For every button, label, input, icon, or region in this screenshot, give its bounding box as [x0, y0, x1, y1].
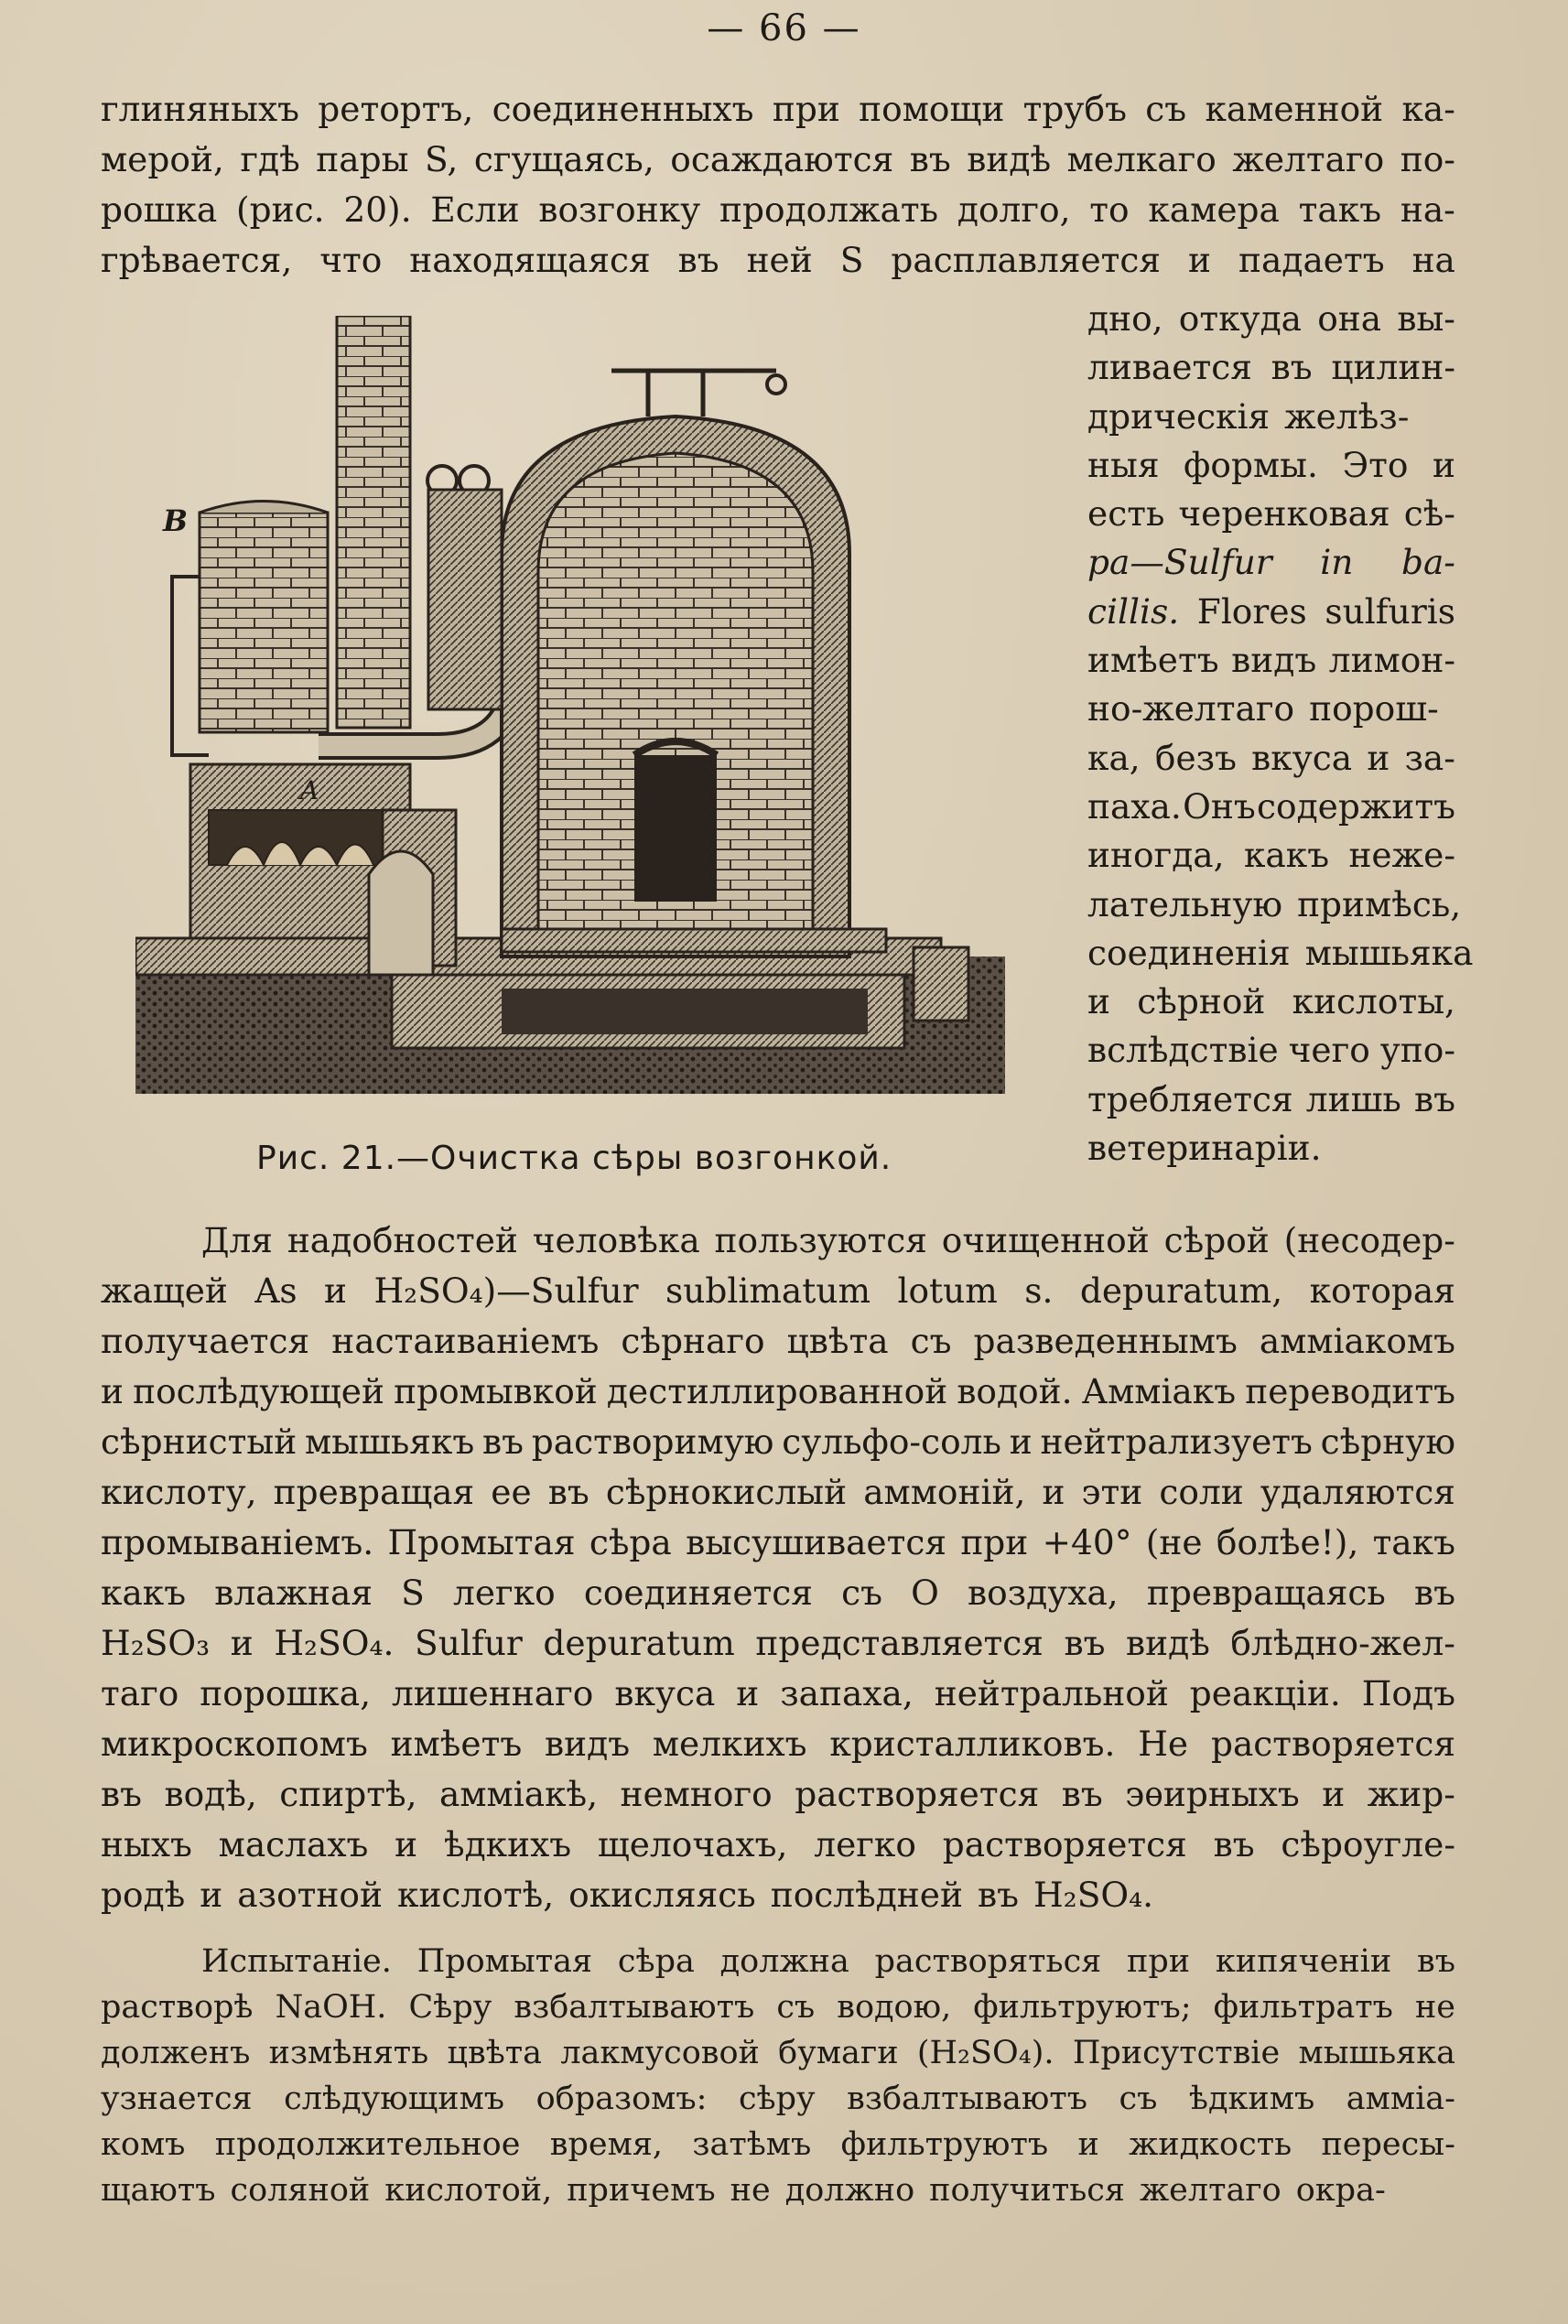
word: что [319, 240, 383, 280]
text-line [1087, 538, 1455, 587]
text-line [1087, 343, 1455, 392]
word: Онъ [1183, 785, 1256, 827]
text-line [1087, 783, 1455, 831]
word: пары [316, 139, 409, 179]
word: видѣ [967, 139, 1052, 179]
word: ныя [1087, 444, 1160, 485]
word: примѣсь, [1297, 883, 1462, 924]
word: дно, [1087, 298, 1163, 339]
word: S, [425, 139, 459, 179]
word: на [1411, 240, 1455, 280]
text-line: Для надобностей человѣка пользуются очищенной сѣрой (несодер- [201, 1220, 1455, 1260]
text-line: родѣ и азотной кислотѣ, окисляясь послѣдней въ H₂SO₄. [101, 1875, 1154, 1915]
word: упо- [1379, 1030, 1455, 1071]
top-paragraph [101, 84, 1455, 286]
label-a: A [300, 775, 319, 805]
word: sulfuris [1325, 590, 1455, 632]
word: черенковая [1178, 493, 1390, 535]
word: мелкаго [1066, 139, 1217, 179]
word: нежe- [1348, 835, 1455, 876]
text-line [1087, 1076, 1455, 1124]
text-line: жащей As и H₂SO₄)—Sulfur sublimatum lotum s. depuratum, которая [101, 1270, 1455, 1311]
word: дрическія [1087, 395, 1271, 437]
text-line: растворѣ NaOH. Сѣру взбалтываютъ съ водою, фильтруютъ; фильтратъ не [101, 1989, 1455, 2026]
word: ba- [1400, 542, 1455, 583]
text-line: кислоту, превращая ее въ сѣрнокислый аммонiй, и эти соли удаляются [101, 1472, 1455, 1512]
word: каменной [1205, 89, 1384, 129]
text-line: и послѣдующей промывкой дестиллированной водой. Аммiакъ переводитъ [101, 1371, 1455, 1411]
text-line [1087, 685, 1455, 733]
text-line [1087, 881, 1462, 929]
word: желтаго [1232, 139, 1385, 179]
word: есть [1087, 493, 1165, 535]
word: безъ [1154, 737, 1237, 778]
word: вкуса [1251, 737, 1353, 778]
word: формы. [1184, 444, 1318, 485]
text-line: H₂SO₃ и H₂SO₄. Sulfur depuratum представляется въ видѣ блѣдно-жел- [101, 1623, 1455, 1663]
word: она [1317, 298, 1382, 339]
word: какъ [1243, 835, 1330, 876]
chimney [337, 316, 410, 728]
text-line [1087, 588, 1455, 636]
text-line: промываніемъ. Промытая сѣра высушивается при +40° (не болѣе!), такъ [101, 1522, 1455, 1562]
word: ка, [1087, 737, 1141, 778]
word: лишь [1305, 1078, 1401, 1119]
word: чего [1288, 1030, 1370, 1071]
main-paragraph [101, 1216, 1455, 1920]
word: кислоты, [1292, 981, 1455, 1022]
word: осаждаются [670, 139, 894, 179]
word: (рис. [236, 189, 325, 230]
word: ливается [1087, 347, 1252, 388]
text-line: щаютъ соляной кислотой, причемъ не должно получиться желтаго окра- [101, 2172, 1386, 2209]
text-line [101, 84, 1455, 135]
word: желѣз- [1284, 395, 1410, 437]
word: соединенія [1087, 932, 1291, 973]
test-paragraph [101, 1939, 1455, 2213]
word: иногда, [1087, 835, 1225, 876]
word: 20). [343, 189, 412, 230]
word: cillis. [1087, 590, 1180, 632]
word: глиняныхъ [101, 89, 299, 129]
text-line [101, 135, 1455, 185]
word: сѣ- [1403, 493, 1455, 535]
word: требляется [1087, 1078, 1293, 1119]
label-b: B [163, 503, 189, 538]
word: порош- [1309, 688, 1439, 730]
text-line: какъ влажная S легко соединяется съ O воздуха, превращаясь въ [101, 1573, 1455, 1613]
text-line: Испытаніе. Промытая сѣра должна растворяться при кипяченіи въ [201, 1943, 1455, 1980]
word: возгонку [538, 189, 701, 230]
word: въ [677, 240, 719, 280]
word: находящаяся [409, 240, 651, 280]
text-line [1087, 295, 1455, 343]
word: то [1089, 189, 1130, 230]
word: помощи [859, 89, 1005, 129]
word: грѣвается, [101, 240, 293, 280]
text-line [101, 235, 1455, 286]
word: долго, [957, 189, 1071, 230]
word: гдѣ [240, 139, 300, 179]
word: такъ [1298, 189, 1382, 230]
word: паха. [1087, 785, 1182, 827]
word: но-желтаго [1087, 688, 1295, 730]
word: падаетъ [1238, 240, 1385, 280]
word: мерой, [101, 139, 224, 179]
word: содержитъ [1257, 785, 1455, 827]
word: вы- [1397, 298, 1455, 339]
word: ветеринаріи. [1087, 1128, 1322, 1169]
word: за- [1404, 737, 1455, 778]
word: трубъ [1022, 89, 1127, 129]
word: Flores [1196, 590, 1307, 632]
word: откуда [1178, 298, 1303, 339]
word: камера [1148, 189, 1280, 230]
word: на- [1400, 189, 1455, 230]
figure-caption: Рис. 21.—Очистка сѣры возгонкой. [256, 1140, 892, 1177]
word: сѣрной [1137, 981, 1266, 1022]
word: лательную [1087, 883, 1283, 924]
word: рошка [101, 189, 218, 230]
word: Это [1342, 444, 1409, 485]
text-line: въ водѣ, спиртѣ, аммiакѣ, немного растворяется въ эѳирныхъ и жир- [101, 1774, 1455, 1814]
text-line [1087, 734, 1455, 783]
word: продолжать [719, 189, 939, 230]
word: ка- [1401, 89, 1455, 129]
word: и [1087, 981, 1110, 1022]
word: вслѣдствіе [1087, 1030, 1279, 1071]
text-line: таго порошка, лишеннаго вкуса и запаха, нейтральной реакціи. Подъ [101, 1673, 1455, 1713]
word: при [772, 89, 840, 129]
chamber-door [634, 755, 717, 902]
word: ра—Sulfur [1087, 542, 1272, 583]
text-line [1087, 929, 1474, 978]
text-line [1087, 490, 1455, 538]
text-line: получается настаиваніемъ сѣрнаго цвѣта съ разведеннымъ аммiакомъ [101, 1321, 1455, 1361]
page-number: — 66 — [707, 7, 861, 49]
text-line: долженъ измѣнять цвѣта лакмусовой бумаги (H₂SO₄). Присутствіе мышьяка [101, 2035, 1455, 2071]
word: S [839, 240, 864, 280]
text-line [1087, 636, 1455, 685]
word: и [1367, 737, 1390, 778]
word: въ [909, 139, 951, 179]
right-column-text [1087, 295, 1474, 1173]
word: расплавляется [891, 240, 1162, 280]
text-line: комъ продолжительное время, затѣмъ фильтруютъ и жидкость пересы- [101, 2126, 1455, 2163]
word: in [1320, 542, 1354, 583]
text-line [1087, 831, 1455, 880]
word: мышьяка [1304, 932, 1474, 973]
text-line [101, 185, 1455, 235]
word: соединенныхъ [492, 89, 754, 129]
word: видъ [1231, 640, 1317, 681]
word: цилин- [1331, 347, 1455, 388]
word: и [1432, 444, 1455, 485]
text-line [1087, 978, 1455, 1026]
word: по- [1400, 139, 1455, 179]
text-line: ныхъ маслахъ и ѣдкихъ щелочахъ, легко растворяется въ сѣроугле- [101, 1824, 1455, 1865]
text-line: узнается слѣдующимъ образомъ: сѣру взбалтываютъ съ ѣдкимъ аммiа- [101, 2081, 1455, 2117]
word: въ [1271, 347, 1313, 388]
word: Если [430, 189, 520, 230]
word: съ [1145, 89, 1187, 129]
word: ней [746, 240, 813, 280]
text-line: микроскопомъ имѣетъ видъ мелкихъ кристалликовъ. Не растворяется [101, 1724, 1455, 1764]
text-line [1087, 441, 1455, 490]
word: ретортъ, [318, 89, 474, 129]
word: въ [1414, 1078, 1455, 1119]
text-line [1087, 1026, 1455, 1075]
word: и [1188, 240, 1212, 280]
text-line [1087, 393, 1455, 441]
sulfur-sublimation-furnace-figure [135, 316, 1005, 1112]
text-line: сѣрнистый мышьякъ въ растворимую сульфо-соль и нейтрализуетъ сѣрную [101, 1421, 1455, 1462]
retort-housing [200, 513, 328, 732]
word: имѣетъ [1087, 640, 1219, 681]
text-line [1087, 1124, 1455, 1173]
word: лимон- [1328, 640, 1455, 681]
word: сгущаясь, [473, 139, 654, 179]
